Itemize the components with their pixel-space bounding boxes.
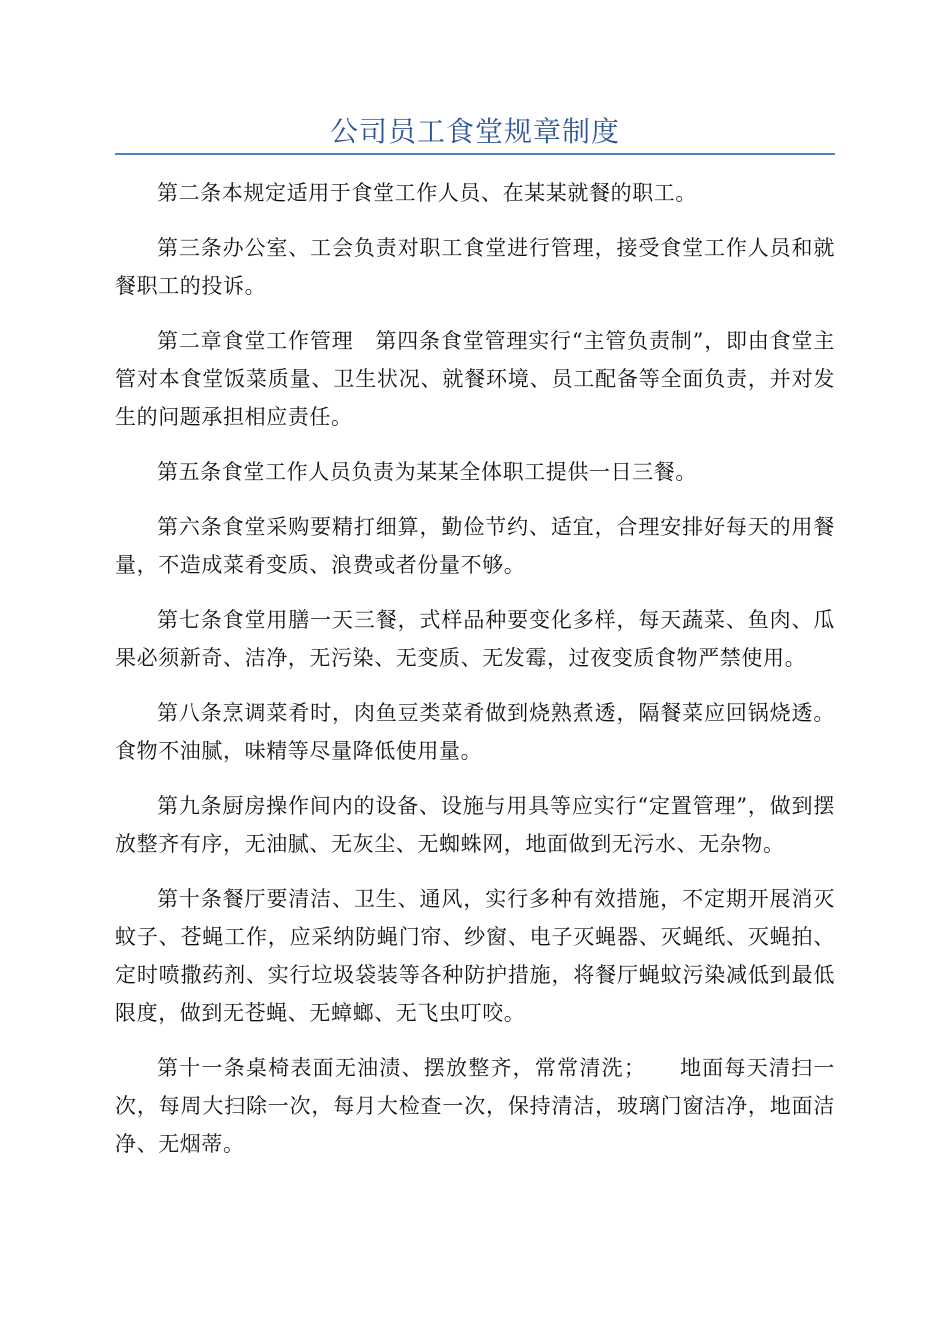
document-title: 公司员工食堂规章制度: [329, 115, 620, 148]
document-body: [115, 174, 835, 1180]
paragraph-article-4: 第二章食堂工作管理 第四条食堂管理实行“主管负责制”，即由食堂主管对本食堂饭菜质量、卫生状况、就餐环境、员工配备等全面负责，并对发生的问题承担相应责任。: [115, 329, 835, 429]
paragraph-article-8: 第八条烹调菜肴时，肉鱼豆类菜肴做到烧熟煮透，隔餐菜应回锅烧透。食物不油腻，味精等尽量降低使用量。: [115, 701, 835, 763]
paragraph-article-9: 第九条厨房操作间内的设备、设施与用具等应实行“定置管理”，做到摆放整齐有序，无油腻、无灰尘、无蜘蛛网，地面做到无污水、无杂物。: [115, 794, 835, 856]
paragraph-article-6: 第六条食堂采购要精打细算，勤俭节约、适宜，合理安排好每天的用餐量，不造成菜肴变质、浪费或者份量不够。: [115, 515, 835, 577]
title-underline: [115, 153, 835, 155]
paragraph-article-11: 第十一条桌椅表面无油渍、摆放整齐，常常清洗； 地面每天清扫一次，每周大扫除一次，每月大检查一次，保持清洁，玻璃门窗洁净，地面洁净、无烟蒂。: [115, 1056, 835, 1156]
paragraph-article-2: 第二条本规定适用于食堂工作人员、在某某就餐的职工。: [157, 181, 697, 205]
paragraph-article-10: 第十条餐厅要清洁、卫生、通风，实行多种有效措施，不定期开展消灭蚊子、苍蝇工作，应采纳防蝇门帘、纱窗、电子灭蝇器、灭蝇纸、灭蝇拍、定时喷撒药剂、实行垃圾袋装等各种防护措施，将餐厅蝇蚊污染减低到最低限度，做到无苍蝇、无蟑螂、无飞虫叮咬。: [115, 887, 835, 1025]
paragraph-article-3: 第三条办公室、工会负责对职工食堂进行管理，接受食堂工作人员和就餐职工的投诉。: [115, 236, 835, 298]
paragraph-article-5: 第五条食堂工作人员负责为某某全体职工提供一日三餐。: [157, 460, 697, 484]
paragraph-article-7: 第七条食堂用膳一天三餐，式样品种要变化多样，每天蔬菜、鱼肉、瓜果必须新奇、洁净，无污染、无变质、无发霉，过夜变质食物严禁使用。: [115, 608, 835, 670]
